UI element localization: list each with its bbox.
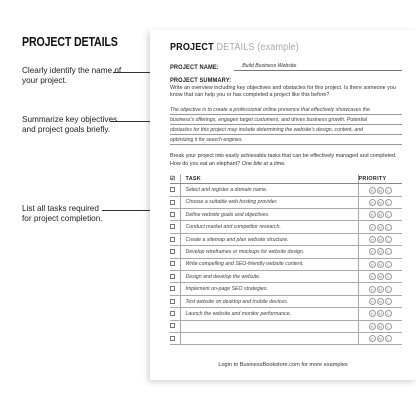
- priority-option[interactable]: L: [385, 236, 392, 243]
- table-row: [170, 209, 402, 221]
- task-text[interactable]: Launch the website and monitor performance.: [180, 308, 358, 320]
- task-text[interactable]: Choose a suitable web hosting provider.: [180, 196, 358, 208]
- priority-option[interactable]: M: [378, 262, 382, 267]
- priority-option[interactable]: L: [385, 286, 392, 293]
- project-name-value[interactable]: Build Business Website: [234, 63, 402, 71]
- table-row: [170, 221, 402, 233]
- priority-option[interactable]: M: [378, 200, 382, 205]
- priority-cell: [358, 184, 402, 196]
- summary-line: optimizing it for search engines.: [170, 135, 402, 145]
- task-text[interactable]: Create a sitemap and plan website structure.: [180, 233, 358, 245]
- table-row: [170, 196, 402, 208]
- page-title: PROJECT DETAILS: [22, 34, 118, 49]
- sheet-title-main: PROJECT: [170, 42, 214, 53]
- priority-cell: [358, 196, 402, 208]
- priority-option[interactable]: M: [378, 312, 382, 317]
- priority-cell: [358, 258, 402, 270]
- priority-option[interactable]: H: [369, 224, 376, 231]
- task-checkbox[interactable]: [170, 212, 175, 217]
- callout-tasks: List all tasks required for project completion.: [22, 204, 103, 223]
- task-checkbox-cell: [170, 184, 180, 196]
- breakdown-emphasis: One bite at a time.: [241, 160, 286, 167]
- task-checkbox-cell: [170, 221, 180, 233]
- priority-option[interactable]: H: [369, 236, 376, 243]
- task-checkbox[interactable]: [170, 299, 175, 304]
- task-column-header: TASK: [180, 174, 358, 184]
- sheet-footer: Login to BusinessBookstore.com for more examples: [218, 362, 348, 368]
- summary-line: business's offerings, engages target customers, and drives business growth. Potential: [170, 115, 402, 125]
- priority-option[interactable]: H: [369, 323, 376, 330]
- priority-option[interactable]: L: [385, 323, 392, 330]
- planner-sheet: [150, 30, 416, 380]
- callout-project-name: Clearly identify the name of your project.: [22, 66, 122, 85]
- priority-cell: [358, 320, 402, 332]
- task-checkbox-cell: [170, 209, 180, 221]
- sheet-title-sub: DETAILS (example): [216, 42, 299, 53]
- priority-option[interactable]: H: [369, 286, 376, 293]
- task-breakdown-intro: [170, 153, 402, 167]
- task-checkbox[interactable]: [170, 261, 175, 266]
- task-text[interactable]: [180, 333, 358, 345]
- task-text[interactable]: Define website goals and objectives.: [180, 209, 358, 221]
- task-text[interactable]: Write compelling and SEO-friendly website content.: [180, 258, 358, 270]
- summary-line: The objective is to create a professional online presence that effectively showcases the: [170, 105, 402, 115]
- priority-cell: [358, 233, 402, 245]
- priority-option[interactable]: H: [369, 298, 376, 305]
- task-checkbox[interactable]: [170, 323, 175, 328]
- callout-summary: Summarize key objectives and project goals briefly.: [22, 115, 118, 134]
- table-row: [170, 333, 402, 345]
- task-checkbox-cell: [170, 308, 180, 320]
- task-checkbox-cell: [170, 283, 180, 295]
- task-checkbox[interactable]: [170, 237, 175, 242]
- task-text[interactable]: Implement on-page SEO strategies.: [180, 283, 358, 295]
- table-row: [170, 258, 402, 270]
- task-checkbox[interactable]: [170, 200, 175, 205]
- table-row: [170, 184, 402, 196]
- priority-cell: [358, 246, 402, 258]
- task-text[interactable]: [180, 320, 358, 332]
- table-row: [170, 233, 402, 245]
- task-checkbox[interactable]: [170, 224, 175, 229]
- priority-cell: [358, 295, 402, 307]
- project-summary-label: PROJECT SUMMARY:: [170, 77, 232, 84]
- table-row: [170, 308, 402, 320]
- task-checkbox[interactable]: [170, 336, 175, 341]
- priority-cell: [358, 333, 402, 345]
- task-checkbox[interactable]: [170, 274, 175, 279]
- task-checkbox-cell: [170, 196, 180, 208]
- priority-cell: [358, 209, 402, 221]
- priority-option[interactable]: H: [369, 199, 376, 206]
- priority-option[interactable]: L: [385, 199, 392, 206]
- task-checkbox-cell: [170, 271, 180, 283]
- task-checkbox[interactable]: [170, 187, 175, 192]
- priority-option[interactable]: L: [385, 248, 392, 255]
- priority-cell: [358, 308, 402, 320]
- task-checkbox-cell: [170, 246, 180, 258]
- task-text[interactable]: Select and register a domain name.: [180, 184, 358, 196]
- priority-cell: [358, 221, 402, 233]
- priority-option[interactable]: L: [385, 335, 392, 342]
- priority-option[interactable]: H: [369, 261, 376, 268]
- task-checkbox[interactable]: [170, 249, 175, 254]
- table-row: [170, 271, 402, 283]
- priority-option[interactable]: L: [385, 298, 392, 305]
- priority-option[interactable]: H: [369, 335, 376, 342]
- task-table: [170, 174, 402, 346]
- priority-option[interactable]: L: [385, 261, 392, 268]
- priority-option[interactable]: H: [369, 248, 376, 255]
- task-checkbox-cell: [170, 333, 180, 345]
- priority-option[interactable]: L: [385, 224, 392, 231]
- priority-option[interactable]: L: [385, 273, 392, 280]
- project-summary-intro: Write an overview including key objectives and obstacles for this project. Is there someone you know that can help you or has completed a project like this before?: [170, 85, 396, 99]
- task-checkbox[interactable]: [170, 311, 175, 316]
- priority-option[interactable]: M: [378, 213, 382, 218]
- checkbox-header-icon: ☑: [170, 174, 180, 184]
- priority-option[interactable]: M: [378, 250, 382, 255]
- priority-cell: [358, 271, 402, 283]
- task-text[interactable]: Conduct market and competitor research.: [180, 221, 358, 233]
- breakdown-text: Break your project into easily achievable tasks that can be effectively managed and completed. How do you eat an elephant?: [170, 153, 397, 167]
- priority-column-header: PRIORITY: [358, 174, 402, 184]
- table-row: [170, 283, 402, 295]
- priority-option[interactable]: M: [378, 188, 382, 193]
- priority-option[interactable]: H: [369, 310, 376, 317]
- priority-option[interactable]: L: [385, 187, 392, 194]
- priority-option[interactable]: L: [385, 310, 392, 317]
- table-row: [170, 295, 402, 307]
- priority-option[interactable]: L: [385, 211, 392, 218]
- task-text[interactable]: Design and develop the website.: [180, 271, 358, 283]
- priority-option[interactable]: M: [378, 238, 382, 243]
- task-checkbox-cell: [170, 295, 180, 307]
- task-checkbox-cell: [170, 320, 180, 332]
- priority-cell: [358, 283, 402, 295]
- sheet-title: [170, 42, 379, 53]
- priority-option[interactable]: M: [378, 324, 382, 329]
- priority-option[interactable]: H: [369, 273, 376, 280]
- task-checkbox-cell: [170, 233, 180, 245]
- task-text[interactable]: Develop wireframes or mockups for website design.: [180, 246, 358, 258]
- table-row: [170, 246, 402, 258]
- table-row: [170, 320, 402, 332]
- priority-option[interactable]: M: [378, 275, 382, 280]
- priority-option[interactable]: M: [378, 225, 382, 230]
- project-summary-lines[interactable]: [170, 105, 402, 145]
- priority-option[interactable]: M: [378, 337, 382, 342]
- task-checkbox[interactable]: [170, 286, 175, 291]
- project-name-row: [170, 63, 402, 71]
- project-name-label: PROJECT NAME:: [170, 64, 219, 71]
- priority-option[interactable]: M: [378, 287, 382, 292]
- task-checkbox-cell: [170, 258, 180, 270]
- summary-line: obstacles for this project may include determining the website's design, content, and: [170, 125, 402, 135]
- task-text[interactable]: Test website on desktop and mobile devices.: [180, 295, 358, 307]
- priority-option[interactable]: M: [378, 300, 382, 305]
- priority-option[interactable]: H: [369, 211, 376, 218]
- priority-option[interactable]: H: [369, 187, 376, 194]
